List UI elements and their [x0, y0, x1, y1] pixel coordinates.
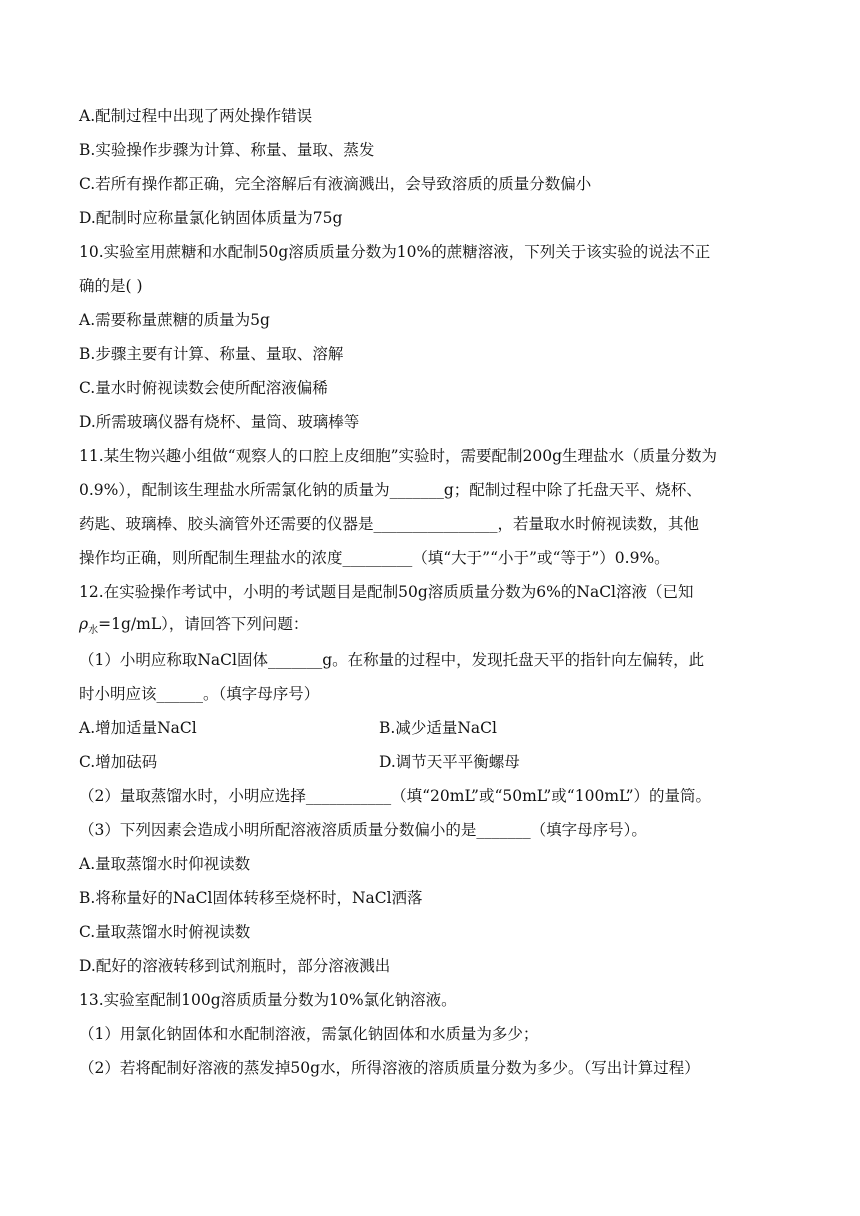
question-10-stem-cont: 确的是( ) — [79, 277, 143, 295]
question-12-part-1: （1）小明应称取NaCl固体_______g。在称量的过程中，发现托盘天平的指针向左偏转，此 — [79, 651, 705, 669]
question-13-part-2: （2）若将配制好溶液的蒸发掉50g水，所得溶液的溶质质量分数为多少。（写出计算过程） — [79, 1059, 700, 1077]
option-a-q10: A.需要称量蔗糖的质量为5g — [79, 311, 270, 329]
option-c-q9: C.若所有操作都正确，完全溶解后有液滴溅出，会导致溶质的质量分数偏小 — [79, 175, 592, 193]
question-11-line-4: 操作均正确，则所配制生理盐水的浓度_________（填“大于”“小于”或“等于”）0.9%。 — [79, 549, 670, 567]
option-d-q12-3: D.配好的溶液转移到试剂瓶时，部分溶液溅出 — [79, 957, 391, 975]
option-a-q9: A.配制过程中出现了两处操作错误 — [79, 107, 313, 125]
rho-symbol: ρ — [79, 615, 89, 633]
rho-subscript: 水 — [88, 625, 99, 636]
option-d-q12: D.调节天平平衡螺母 — [379, 753, 520, 771]
options-row-2 — [79, 752, 157, 772]
option-d-q10: D.所需玻璃仪器有烧杯、量筒、玻璃棒等 — [79, 413, 360, 431]
option-c-q10: C.量水时俯视读数会使所配溶液偏稀 — [79, 379, 328, 397]
question-11-line-2: 0.9%），配制该生理盐水所需氯化钠的质量为_______g；配制过程中除了托盘天平、烧杯、 — [79, 481, 702, 499]
option-d-q9: D.配制时应称量氯化钠固体质量为75g — [79, 209, 343, 227]
question-12-stem: 12.在实验操作考试中，小明的考试题目是配制50g溶质质量分数为6%的NaCl溶液（已知 — [79, 583, 694, 601]
question-12-part-2: （2）量取蒸馏水时，小明应选择___________（填“20mL”或“50mL”或“100mL”）的量筒。 — [79, 787, 712, 805]
density-line-rest: ），请回答下列问题： — [161, 615, 309, 633]
option-a-q12-3: A.量取蒸馏水时仰视读数 — [79, 855, 251, 873]
question-13-stem: 13.实验室配制100g溶质质量分数为10%氯化钠溶液。 — [79, 991, 457, 1009]
option-b-q12-3: B.将称量好的NaCl固体转移至烧杯时，NaCl洒落 — [79, 889, 423, 907]
options-row-1 — [79, 718, 197, 738]
option-a-q12: A.增加适量NaCl — [79, 719, 197, 737]
question-10-stem: 10.实验室用蔗糖和水配制50g溶质质量分数为10%的蔗糖溶液，下列关于该实验的说法不正 — [79, 243, 711, 261]
question-13-part-1: （1）用氯化钠固体和水配制溶液，需氯化钠固体和水质量为多少； — [79, 1025, 539, 1043]
question-11-stem: 11.某生物兴趣小组做“观察人的口腔上皮细胞”实验时，需要配制200g生理盐水（质量分数为 — [79, 447, 718, 465]
option-c-q12-3: C.量取蒸馏水时俯视读数 — [79, 923, 251, 941]
question-12-part-1-cont: 时小明应该______。（填字母序号） — [79, 685, 320, 703]
density-value: =1g/mL — [98, 615, 162, 633]
option-b-q9: B.实验操作步骤为计算、称量、量取、蒸发 — [79, 141, 375, 159]
question-12-part-3: （3）下列因素会造成小明所配溶液溶质质量分数偏小的是_______（填字母序号）。 — [79, 821, 647, 839]
option-b-q12: B.减少适量NaCl — [379, 719, 497, 737]
question-12-density-line — [79, 614, 308, 637]
option-c-q12: C.增加砝码 — [79, 753, 158, 771]
question-11-line-3: 药匙、玻璃棒、胶头滴管外还需要的仪器是________________，若量取水时俯视读数，其他 — [79, 515, 700, 533]
option-b-q10: B.步骤主要有计算、称量、量取、溶解 — [79, 345, 344, 363]
